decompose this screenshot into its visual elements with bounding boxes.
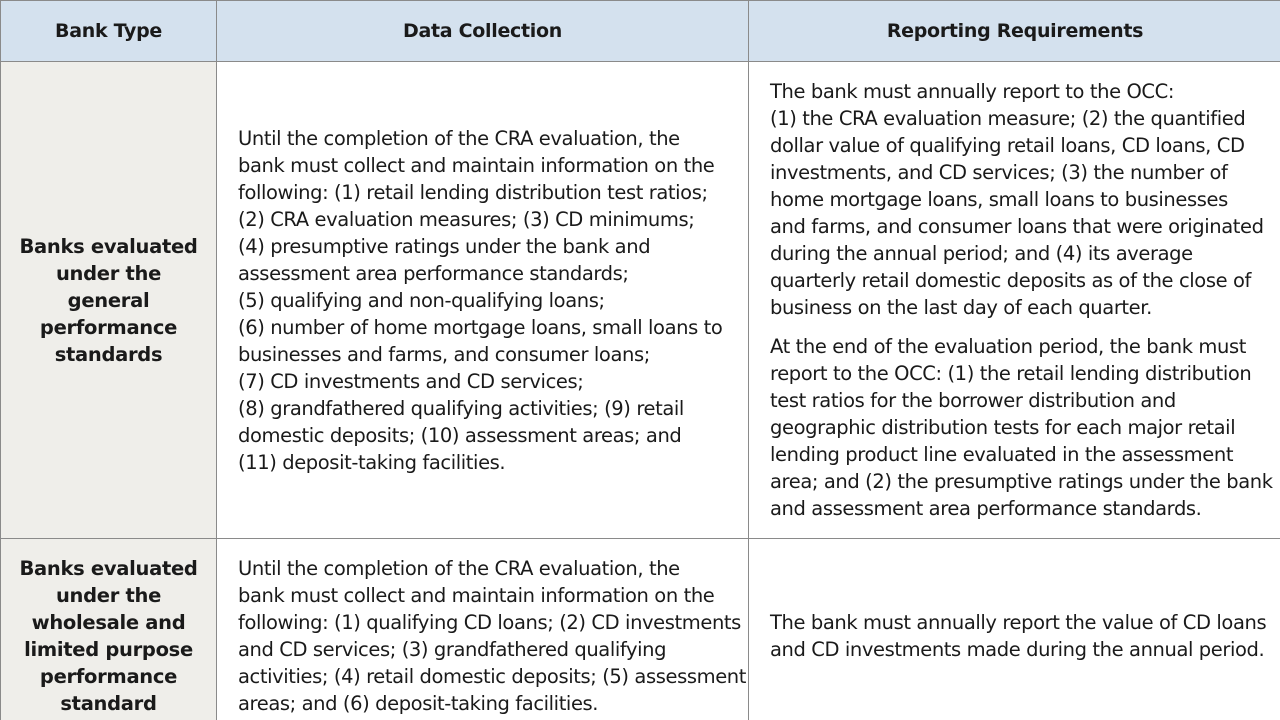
reporting-requirements-cell bbox=[749, 539, 1280, 720]
data-collection-cell bbox=[217, 539, 749, 720]
bank-type-cell bbox=[1, 62, 217, 539]
text-line: Until the completion of the CRA evaluation, the bbox=[238, 126, 680, 150]
text-line: and assessment area performance standards. bbox=[770, 497, 1202, 520]
bank-type-line: under the bbox=[55, 584, 162, 607]
header-bank-type: Bank Type bbox=[1, 1, 217, 62]
table-row bbox=[1, 62, 1280, 539]
text-line: geographic distribution tests for each major retail bbox=[770, 416, 1236, 439]
bank-type-line: under the bbox=[55, 261, 162, 285]
text-line: following: (1) qualifying CD loans; (2) CD investments bbox=[238, 611, 741, 634]
text-line: quarterly retail domestic deposits as of the close of bbox=[770, 269, 1251, 292]
reporting-requirements-cell bbox=[749, 62, 1280, 539]
text-line: (7) CD investments and CD services; bbox=[238, 369, 584, 393]
table-row bbox=[1, 539, 1280, 720]
text-line: bank must collect and maintain information on the bbox=[238, 153, 715, 177]
reporting-paragraph bbox=[770, 78, 1269, 321]
bank-type-line: wholesale and bbox=[31, 611, 186, 634]
bank-type-line: performance bbox=[39, 665, 178, 688]
text-line: (11) deposit-taking facilities. bbox=[238, 450, 506, 474]
header-row bbox=[1, 1, 1280, 62]
text-line: areas; and (6) deposit-taking facilities. bbox=[238, 692, 599, 715]
text-line: The bank must annually report to the OCC: bbox=[770, 80, 1175, 103]
text-line: (4) presumptive ratings under the bank and bbox=[238, 234, 651, 258]
text-line: At the end of the evaluation period, the bank must bbox=[770, 335, 1246, 358]
text-line: report to the OCC: (1) the retail lending distribution bbox=[770, 362, 1252, 385]
text-line: investments, and CD services; (3) the number of bbox=[770, 161, 1228, 184]
header-data-collection: Data Collection bbox=[217, 1, 749, 62]
header-reporting-requirements: Reporting Requirements bbox=[749, 1, 1280, 62]
text-line: business on the last day of each quarter. bbox=[770, 296, 1152, 319]
text-line: (1) the CRA evaluation measure; (2) the quantified bbox=[770, 107, 1246, 130]
reporting-paragraph bbox=[770, 333, 1273, 522]
bank-type-line: general bbox=[67, 288, 150, 312]
text-line: and CD services; (3) grandfathered qualifying bbox=[238, 638, 667, 661]
bank-type-line: performance bbox=[39, 315, 178, 339]
text-line: The bank must annually report the value of CD loans bbox=[770, 611, 1267, 634]
bank-type-line: Banks evaluated bbox=[19, 234, 198, 258]
text-line: (5) qualifying and non-qualifying loans; bbox=[238, 288, 605, 312]
text-line: (8) grandfathered qualifying activities; (9) retail bbox=[238, 396, 684, 420]
text-line: and farms, and consumer loans that were originated bbox=[770, 215, 1264, 238]
text-line: domestic deposits; (10) assessment areas; and bbox=[238, 423, 682, 447]
text-line: lending product line evaluated in the assessment bbox=[770, 443, 1234, 466]
data-collection-cell bbox=[217, 62, 749, 539]
bank-type-line: limited purpose bbox=[24, 638, 193, 661]
text-line: bank must collect and maintain information on the bbox=[238, 584, 715, 607]
text-line: assessment area performance standards; bbox=[238, 261, 629, 285]
text-line: home mortgage loans, small loans to businesses bbox=[770, 188, 1228, 211]
text-line: Until the completion of the CRA evaluation, the bbox=[238, 557, 680, 580]
bank-type-line: Banks evaluated bbox=[19, 557, 198, 580]
text-line: (6) number of home mortgage loans, small loans to bbox=[238, 315, 723, 339]
text-line: and CD investments made during the annual period. bbox=[770, 638, 1265, 661]
text-line: following: (1) retail lending distribution test ratios; bbox=[238, 180, 708, 204]
text-line: activities; (4) retail domestic deposits; (5) assessment bbox=[238, 665, 746, 688]
text-line: (2) CRA evaluation measures; (3) CD minimums; bbox=[238, 207, 695, 231]
text-line: test ratios for the borrower distribution and bbox=[770, 389, 1176, 412]
text-line: dollar value of qualifying retail loans, CD loans, CD bbox=[770, 134, 1245, 157]
text-line: during the annual period; and (4) its average bbox=[770, 242, 1193, 265]
bank-type-cell bbox=[1, 539, 217, 720]
bank-type-line: standards bbox=[54, 342, 163, 366]
text-line: area; and (2) the presumptive ratings under the bank bbox=[770, 470, 1273, 493]
reporting-paragraph bbox=[770, 609, 1269, 663]
text-line: businesses and farms, and consumer loans; bbox=[238, 342, 650, 366]
bank-type-line: standard bbox=[60, 692, 157, 715]
